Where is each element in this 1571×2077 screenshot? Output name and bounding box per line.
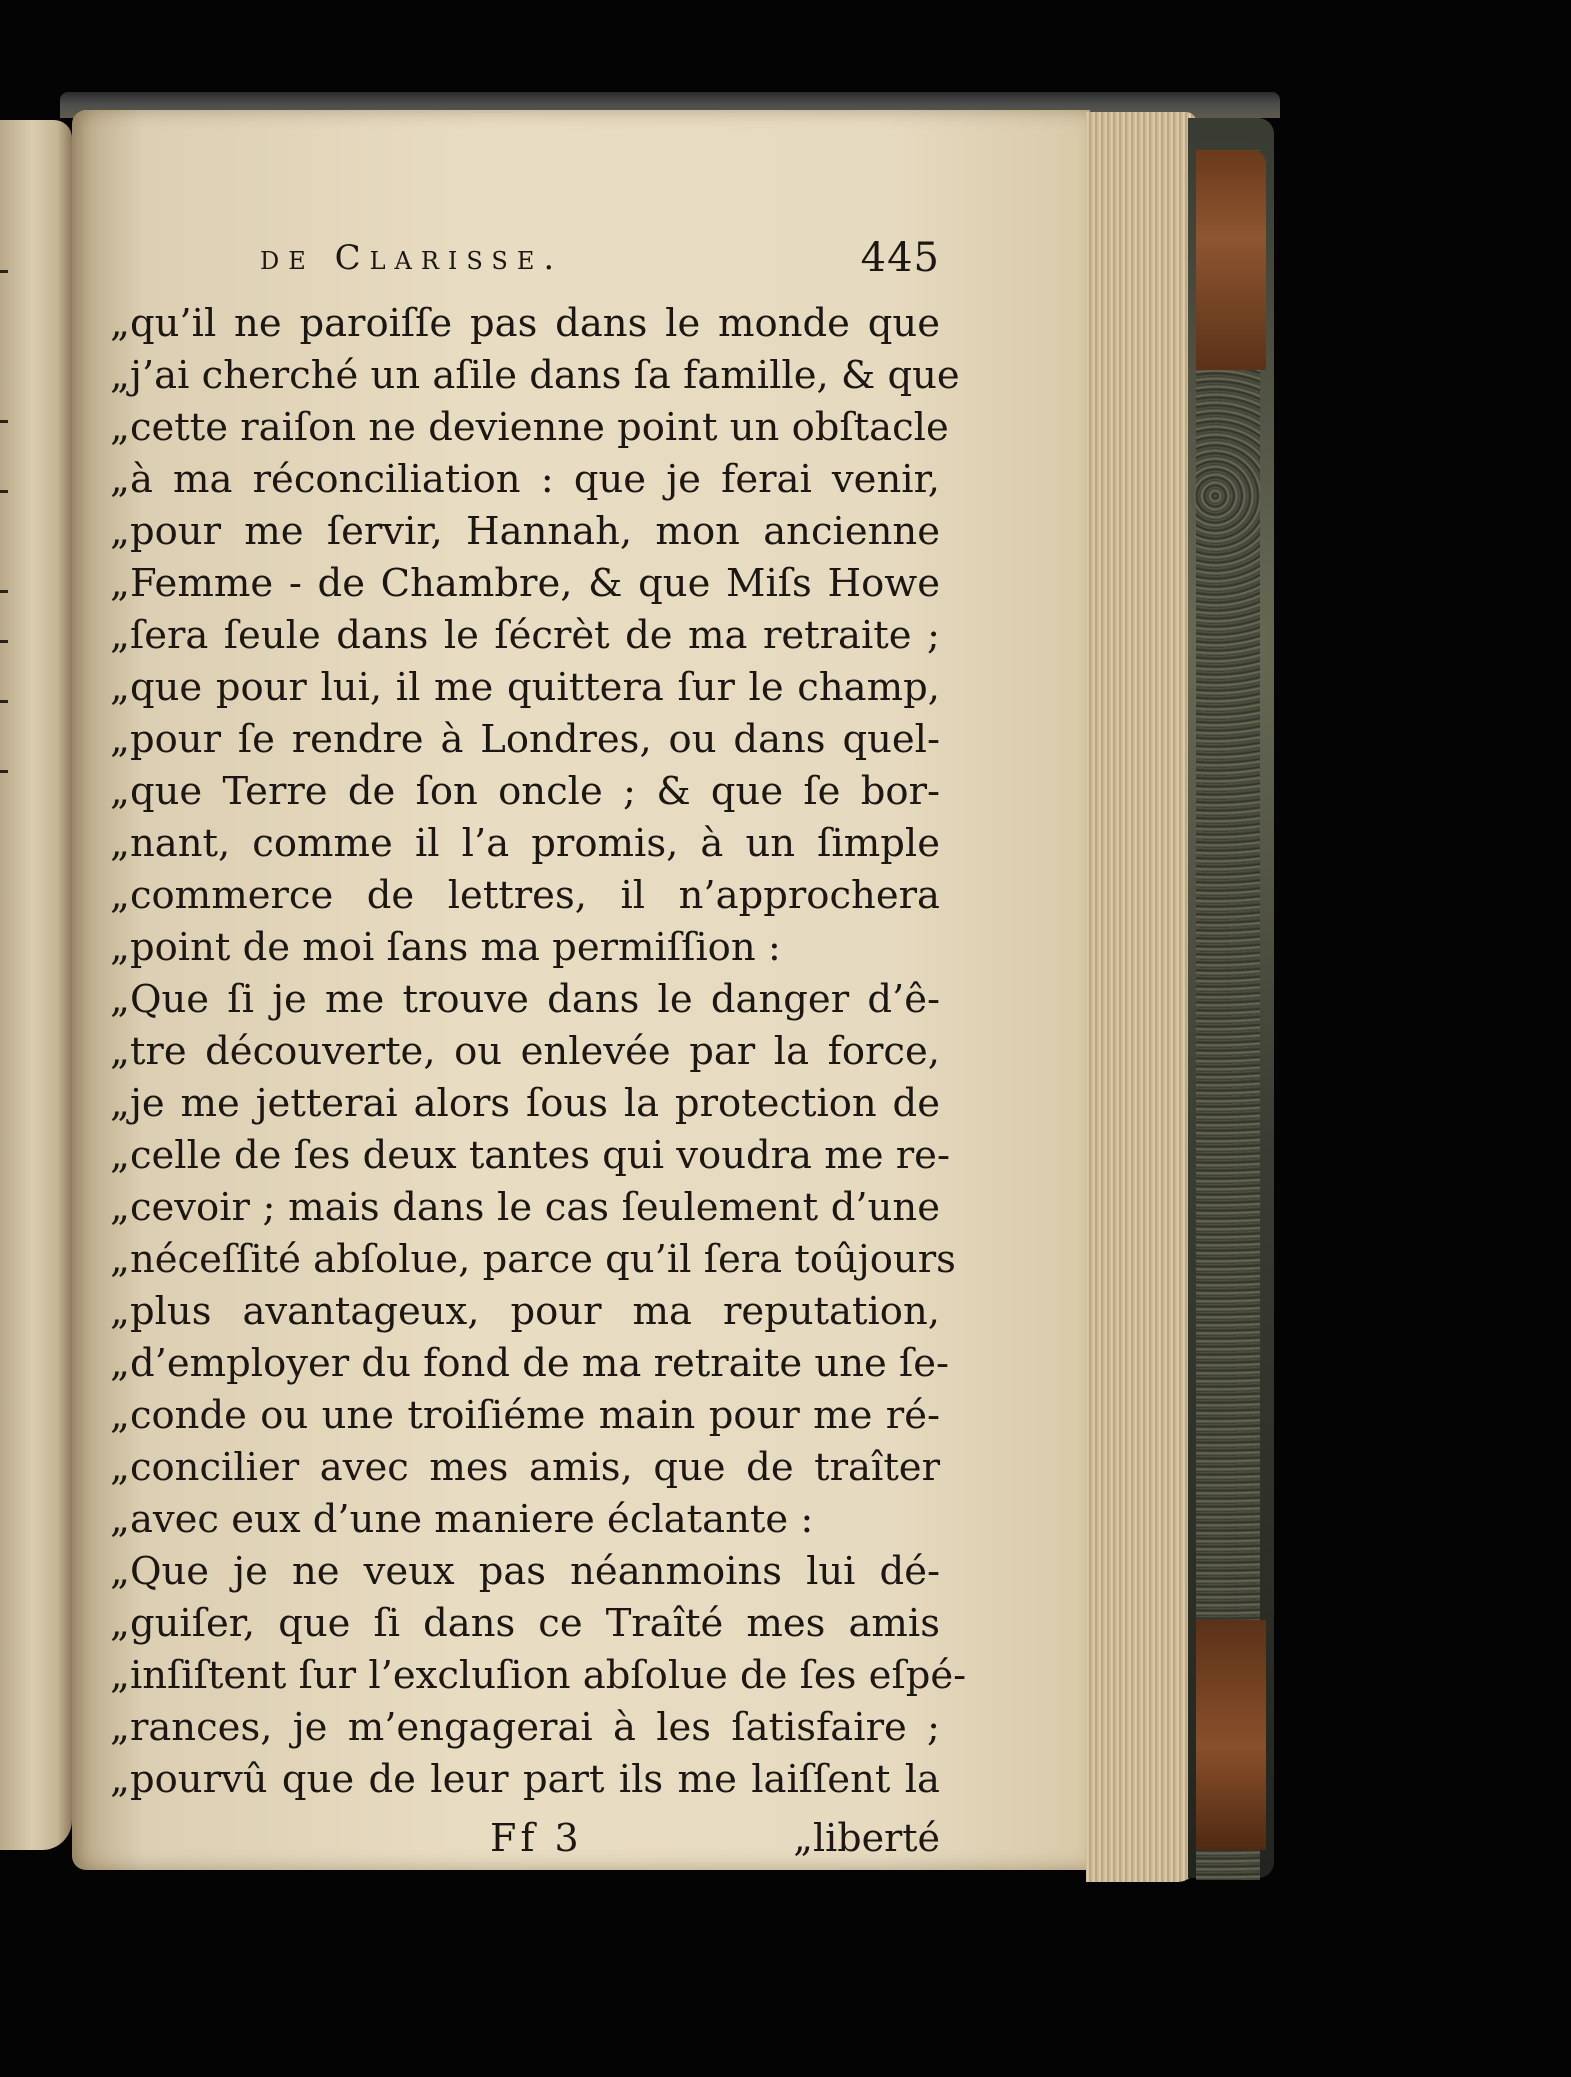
text-line: „je me jetterai alors ſous la protection de (110, 1081, 940, 1126)
text-line: „ſera ſeule dans le ſécrèt de ma retraite ; (110, 613, 940, 658)
text-line: „inſiſtent ſur l’excluſion abſolue de ſes eſpé- (110, 1653, 967, 1698)
leather-corner-top (1196, 150, 1266, 370)
text-line: „pour me ſervir, Hannah, mon ancienne (110, 509, 940, 554)
page-text-block (110, 228, 967, 1860)
page-fore-edge (1086, 112, 1196, 1882)
text-line: „pour ſe rendre à Londres, ou dans quel- (110, 717, 940, 762)
left-page-text-fragment (0, 700, 8, 703)
text-line: „qu’il ne paroiſſe pas dans le monde que (110, 301, 940, 346)
text-line: „point de moi ſans ma permiſſion : (110, 925, 781, 970)
text-line: „Femme - de Chambre, & que Miſs Howe (110, 561, 940, 606)
text-line: „avec eux d’une maniere éclatante : (110, 1497, 814, 1542)
text-line: „nant, comme il l’a promis, à un ſimple (110, 821, 940, 866)
page-footer (110, 1808, 940, 1868)
text-line: „concilier avec mes amis, que de traîter (110, 1445, 940, 1490)
text-line: „d’employer du fond de ma retraite une ſe- (110, 1341, 950, 1386)
running-header (110, 228, 940, 288)
page-number: 445 (860, 235, 940, 281)
text-line: „conde ou une troiſiéme main pour me ré- (110, 1393, 940, 1438)
text-line: „rances, je m’engagerai à les ſatisfaire ; (110, 1705, 940, 1750)
text-line: „cevoir ; mais dans le cas ſeulement d’une (110, 1185, 940, 1230)
text-line: „commerce de lettres, il n’approchera (110, 873, 940, 918)
text-line: „Que je ne veux pas néanmoins lui dé- (110, 1549, 940, 1594)
text-line: „cette raiſon ne devienne point un obſtacle (110, 405, 949, 450)
text-line: „pourvû que de leur part ils me laiſſent la (110, 1757, 940, 1802)
left-page-text-fragment (0, 490, 8, 493)
leather-corner-bottom (1196, 1620, 1266, 1850)
text-line: „tre découverte, ou enlevée par la force, (110, 1029, 940, 1074)
catchword: „liberté (793, 1816, 940, 1860)
left-page-text-fragment (0, 270, 8, 273)
text-line: „à ma réconciliation : que je ferai venir, (110, 457, 940, 502)
left-page-edge (0, 120, 72, 1850)
signature-mark: Ff 3 (490, 1816, 583, 1860)
left-page-text-fragment (0, 420, 8, 423)
text-line: „Que ſi je me trouve dans le danger d’ê- (110, 977, 940, 1022)
text-line: „plus avantageux, pour ma reputation, (110, 1289, 940, 1334)
text-line: „guiſer, que ſi dans ce Traîté mes amis (110, 1601, 940, 1646)
text-line: „j’ai cherché un aſile dans ſa famille, & que (110, 353, 960, 398)
left-page-text-fragment (0, 640, 8, 643)
text-line: „que Terre de ſon oncle ; & que ſe bor- (110, 769, 940, 814)
running-title: de Clarisse. (260, 238, 564, 278)
text-line: „que pour lui, il me quittera ſur le champ, (110, 665, 940, 710)
left-page-text-fragment (0, 770, 8, 773)
text-line: „néceſſité abſolue, parce qu’il ſera toûjours (110, 1237, 956, 1282)
text-line: „celle de ſes deux tantes qui voudra me re- (110, 1133, 950, 1178)
left-page-text-fragment (0, 590, 8, 593)
